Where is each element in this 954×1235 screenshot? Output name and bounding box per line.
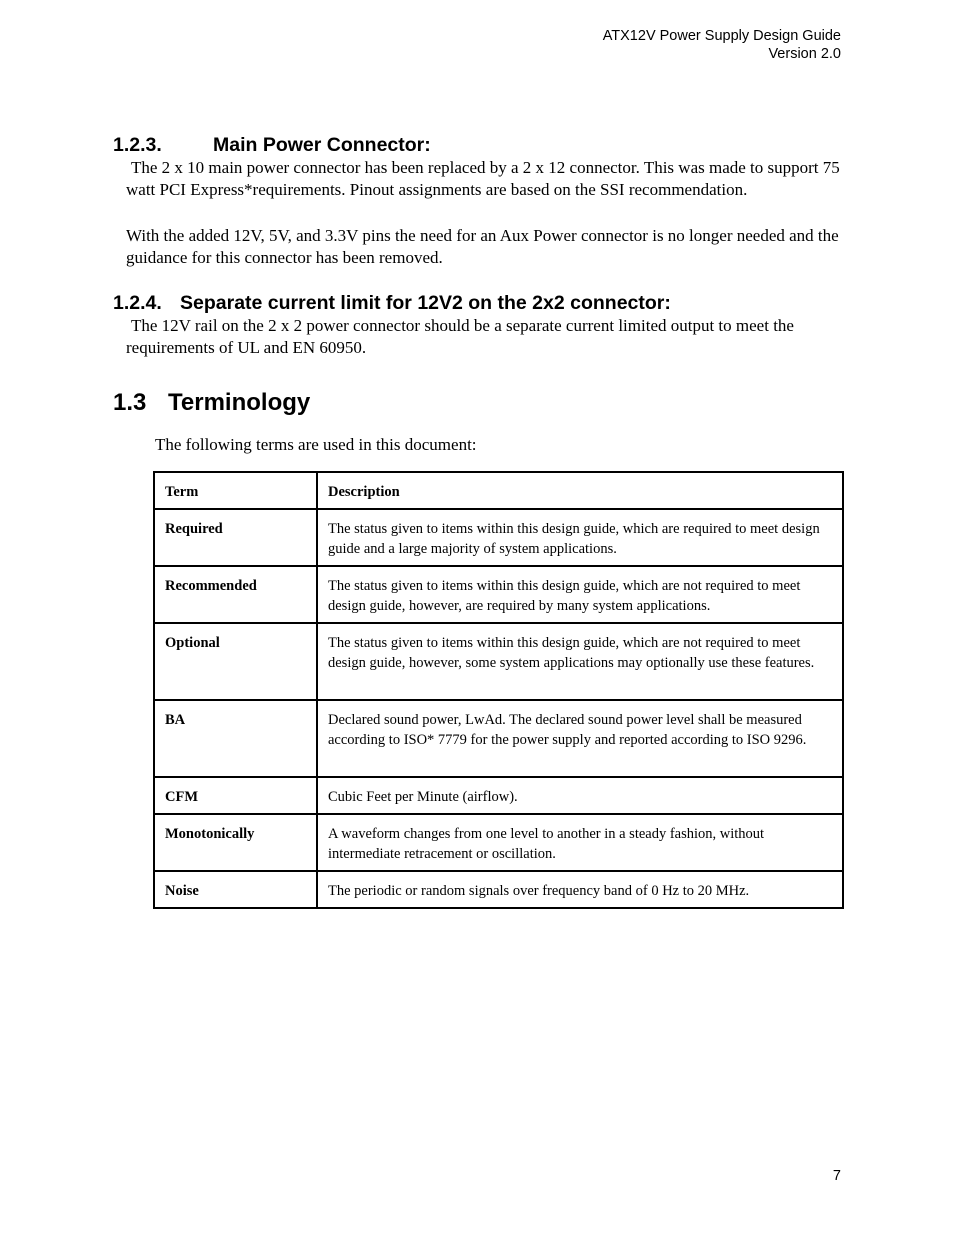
description-cell: Cubic Feet per Minute (airflow).	[317, 777, 843, 814]
section-1-2-4-paragraph-1: The 12V rail on the 2 x 2 power connector should be a separate current limited output to meet the requirements of UL and EN 60950.	[126, 316, 794, 357]
table-header-row	[154, 472, 843, 509]
header-title: ATX12V Power Supply Design Guide	[602, 28, 841, 44]
table-row	[154, 566, 843, 623]
terminology-intro: The following terms are used in this document:	[155, 435, 477, 454]
section-number: 1.2.3.	[113, 134, 162, 156]
term-cell: Required	[154, 509, 317, 566]
term-cell: Recommended	[154, 566, 317, 623]
section-1-2-4-heading	[113, 292, 671, 315]
page-number: 7	[832, 1168, 841, 1184]
table-row	[154, 814, 843, 871]
table-row	[154, 623, 843, 700]
description-cell: The status given to items within this design guide, which are not required to meet design guide, however, are required by many system applications.	[317, 566, 843, 623]
section-title: Separate current limit for 12V2 on the 2x2 connector:	[180, 292, 671, 314]
section-number: 1.3	[113, 389, 147, 416]
table-row	[154, 871, 843, 908]
column-header-description: Description	[317, 472, 843, 509]
page-header	[603, 27, 841, 63]
description-cell: Declared sound power, LwAd. The declared sound power level shall be measured according to ISO* 7779 for the power supply and reported according to ISO 9296.	[317, 700, 843, 777]
description-cell: The periodic or random signals over frequency band of 0 Hz to 20 MHz.	[317, 871, 843, 908]
column-header-term: Term	[154, 472, 317, 509]
section-number: 1.2.4.	[113, 292, 162, 314]
section-title: Main Power Connector:	[213, 134, 431, 156]
term-cell: Monotonically	[154, 814, 317, 871]
section-title: Terminology	[168, 389, 311, 416]
section-1-2-3-heading	[113, 134, 431, 157]
description-cell: The status given to items within this design guide, which are required to meet design guide and a large majority of system applications.	[317, 509, 843, 566]
table-row	[154, 509, 843, 566]
table-row	[154, 700, 843, 777]
terminology-table	[153, 471, 844, 909]
header-version: Version 2.0	[768, 46, 841, 62]
section-1-2-3-paragraph-1: The 2 x 10 main power connector has been replaced by a 2 x 12 connector. This was made to support 75 watt PCI Express*requirements. Pinout assignments are based on the SSI recommendation.	[126, 158, 840, 199]
term-cell: BA	[154, 700, 317, 777]
section-1-2-3-paragraph-2: With the added 12V, 5V, and 3.3V pins the need for an Aux Power connector is no longer needed and the guidance for this connector has been removed.	[126, 226, 839, 267]
term-cell: CFM	[154, 777, 317, 814]
description-cell: The status given to items within this design guide, which are not required to meet design guide, however, some system applications may optionally use these features.	[317, 623, 843, 700]
description-cell: A waveform changes from one level to another in a steady fashion, without intermediate retracement or oscillation.	[317, 814, 843, 871]
term-cell: Noise	[154, 871, 317, 908]
term-cell: Optional	[154, 623, 317, 700]
table-row	[154, 777, 843, 814]
section-1-3-heading	[113, 389, 310, 417]
